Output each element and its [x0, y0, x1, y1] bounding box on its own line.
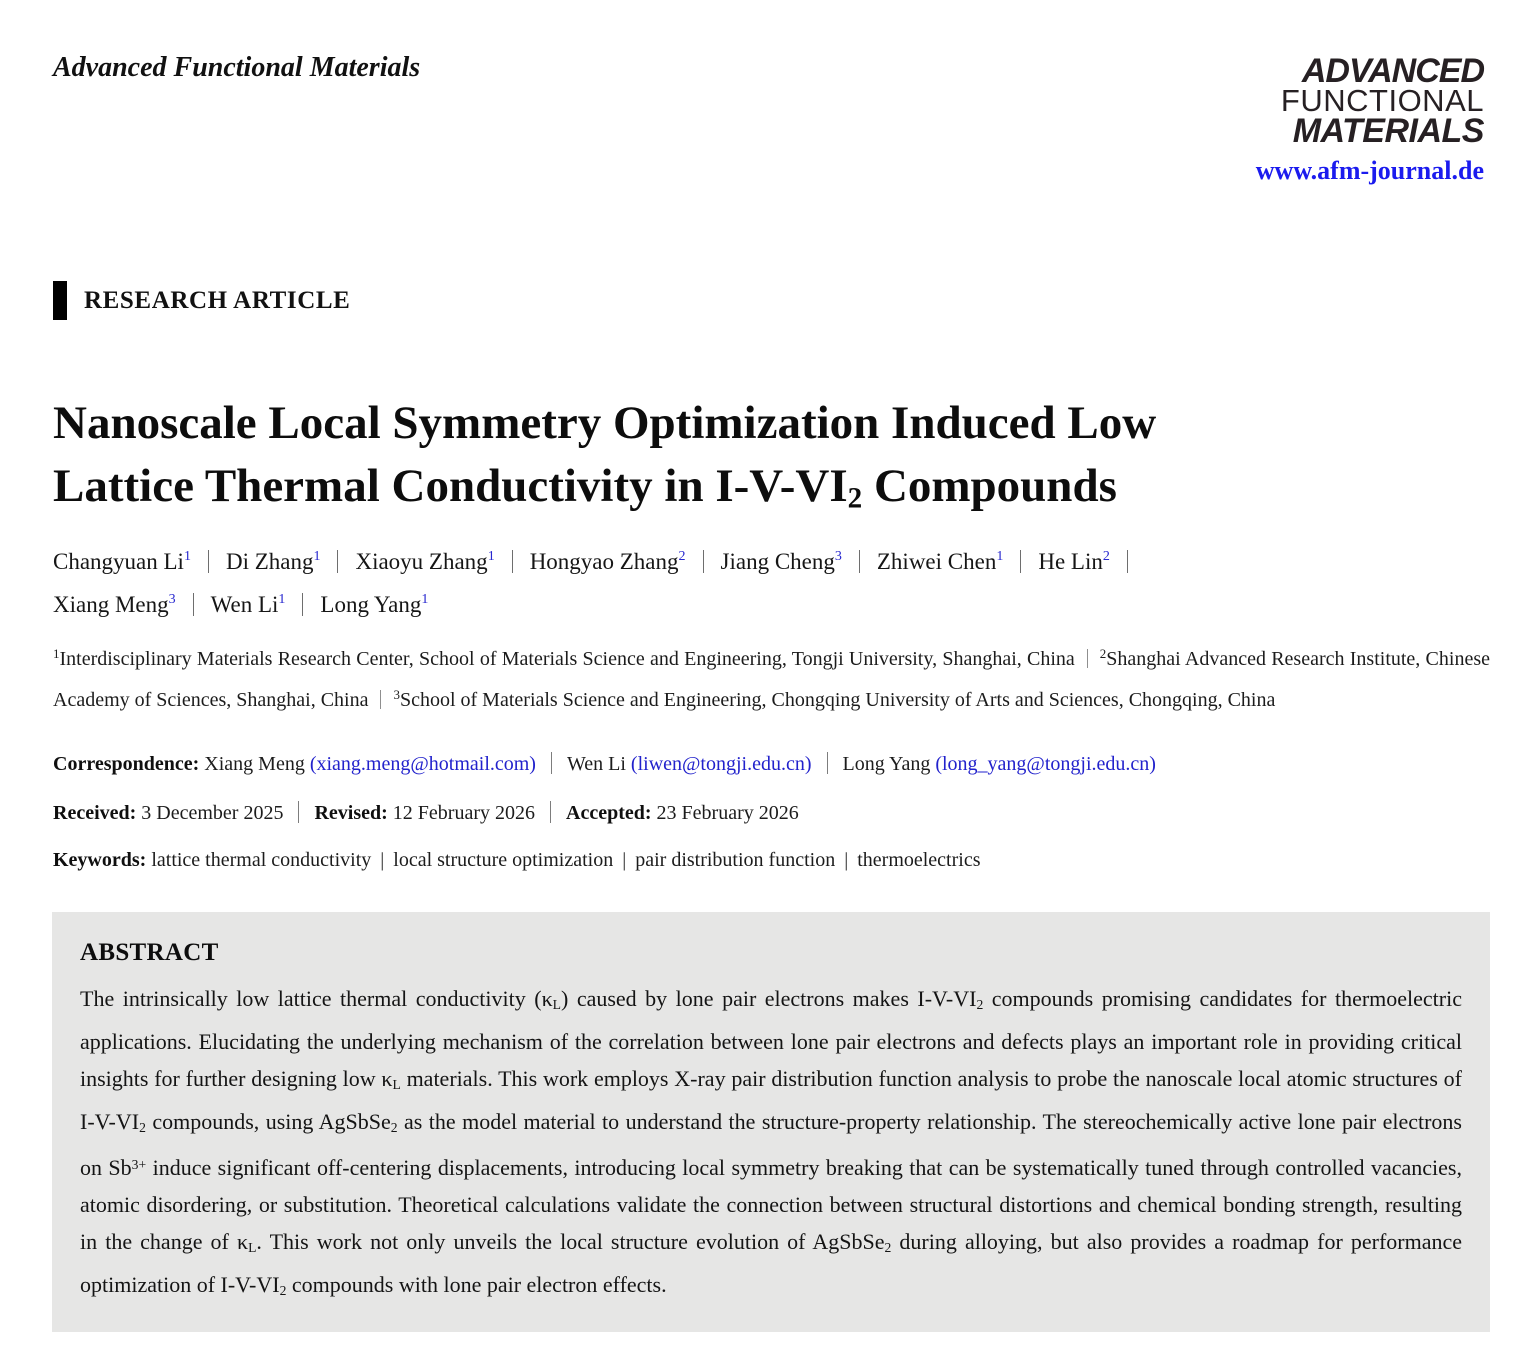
abstract-section [52, 912, 1490, 1332]
author-list [53, 538, 1483, 624]
affiliation: $^3$School of Materials Science and Engineering, Chongqing University of Arts and Sciences, Chongqing, China [393, 687, 1276, 711]
separator-bar [302, 593, 303, 616]
keyword-pipe: | [622, 849, 627, 871]
date-label: Accepted: [566, 802, 652, 824]
correspondence-email-link[interactable]: (long_yang@tongji.edu.cn) [935, 753, 1156, 775]
article-type-label: RESEARCH ARTICLE [84, 286, 351, 314]
date-label: Received: [53, 802, 137, 824]
separator-bar [193, 593, 194, 616]
keyword: pair distribution function [635, 849, 836, 871]
correspondence-name: Long Yang [842, 753, 936, 775]
correspondence-email-link[interactable]: (xiang.meng@hotmail.com) [309, 753, 536, 775]
author: Zhiwei Chen$^1$ [876, 549, 1004, 574]
separator-bar [1087, 649, 1088, 668]
separator-bar [512, 550, 513, 573]
correspondence-row [53, 752, 1156, 776]
author: Jiang Cheng$^3$ [720, 549, 842, 574]
journal-website-link[interactable]: www.afm-journal.de [1255, 156, 1484, 186]
separator-bar [1020, 550, 1021, 573]
separator-bar [703, 550, 704, 573]
date-label: Revised: [314, 802, 388, 824]
author: Wen Li$^1$ [210, 592, 286, 617]
separator-bar [827, 752, 828, 774]
article-type-bar [53, 281, 67, 320]
author-affiliation-number: 1 [487, 549, 495, 564]
abstract-heading: ABSTRACT [80, 939, 219, 966]
affiliation-number: 1 [53, 646, 60, 661]
article-title [53, 392, 1473, 518]
author: He Lin$^2$ [1038, 549, 1110, 574]
author-affiliation-number: 1 [996, 549, 1004, 564]
separator-bar [1127, 550, 1128, 573]
affiliation: $^2$Shanghai Advanced Research Institute, Chinese Academy of Sciences, Shanghai, China [53, 646, 1490, 711]
author: Di Zhang$^1$ [225, 549, 321, 574]
logo-line-materials: MATERIALS [1292, 111, 1484, 150]
affiliation-number: 2 [1099, 646, 1107, 661]
date-item: Revised: 12 February 2026 [314, 802, 535, 824]
affiliation-number: 3 [393, 687, 400, 702]
author-affiliation-number: 1 [313, 549, 321, 564]
keyword: thermoelectrics [857, 849, 981, 871]
author-affiliation-number: 2 [1102, 549, 1110, 564]
article-title-line-2: Lattice Thermal Conductivity in $I-V-VI_2$ Compounds [53, 459, 1117, 515]
dates-row [53, 801, 799, 825]
author: Long Yang$^1$ [320, 592, 429, 617]
separator-bar [298, 801, 299, 823]
affiliation-list [53, 636, 1490, 718]
separator-bar [550, 801, 551, 823]
correspondence-name: Wen Li [566, 753, 631, 775]
keyword: local structure optimization [393, 849, 614, 871]
author: Xiaoyu Zhang$^1$ [355, 549, 495, 574]
author: Changyuan Li$^1$ [53, 549, 191, 574]
author: Xiang Meng$^3$ [53, 592, 176, 617]
author-affiliation-number: 3 [834, 549, 842, 564]
article-title-line-1: Nanoscale Local Symmetry Optimization Induced Low [53, 397, 1157, 449]
abstract-text: The intrinsically low lattice thermal conductivity $(\kappa_L)$ caused by lone pair electrons makes $I-V-VI_2$ compounds promising candidates for thermoelectric applications. Elucidating the underlying mechanism of the correlation between lone pair electrons and defects plays an important role in providing critical insights for further designing low $\kappa_L$ materials. This work employs X-ray pair distribution function analysis to probe the nanoscale local atomic structures of $I-V-VI_2$ compounds, using AgSbSe$_2$ as the model material to understand the structure-property relationship. The stereochemically active lone pair electrons on $Sb^{3+}$ induce significant off-centering displacements, introducing local symmetry breaking that can be systematically tuned through controlled vacancies, atomic disordering, or substitution. Theoretical calculations validate the connection between structural distortions and chemical bonding strength, resulting in the change of $\kappa_L$. This work not only unveils the local structure evolution of AgSbSe$_2$ during alloying, but also provides a roadmap for performance optimization of $I-V-VI_2$ compounds with lone pair electron effects. [80, 986, 1463, 1299]
separator-bar [337, 550, 338, 573]
correspondence-name: Xiang Meng [204, 753, 310, 775]
date-item: Accepted: 23 February 2026 [566, 802, 799, 824]
keyword-pipe: | [380, 849, 385, 871]
author-affiliation-number: 1 [278, 592, 286, 607]
author-affiliation-number: 1 [421, 592, 429, 607]
author-affiliation-number: 3 [168, 592, 176, 607]
keywords-label: Keywords: [53, 849, 147, 871]
author: Hongyao Zhang$^2$ [529, 549, 686, 574]
separator-bar [208, 550, 209, 573]
author-affiliation-number: 1 [183, 549, 191, 564]
logo-line-functional: FUNCTIONAL [1280, 83, 1484, 119]
author-affiliation-number: 2 [678, 549, 686, 564]
separator-bar [859, 550, 860, 573]
separator-bar [551, 752, 552, 774]
separator-bar [380, 690, 381, 709]
logo-line-advanced: ADVANCED [1301, 52, 1484, 90]
correspondence-email-link[interactable]: (liwen@tongji.edu.cn) [630, 753, 812, 775]
date-item: Received: 3 December 2025 [53, 802, 284, 824]
keyword: lattice thermal conductivity [151, 849, 372, 871]
journal-logo [1255, 52, 1484, 186]
correspondence-label: Correspondence: [53, 753, 200, 775]
article-type-banner [53, 281, 350, 320]
journal-name: Advanced Functional Materials [53, 52, 421, 83]
keyword-pipe: | [844, 849, 849, 871]
affiliation: $^1$Interdisciplinary Materials Research Center, School of Materials Science and Engineering, Tongji University, Shanghai, China [53, 646, 1075, 670]
keywords-row [53, 849, 981, 872]
